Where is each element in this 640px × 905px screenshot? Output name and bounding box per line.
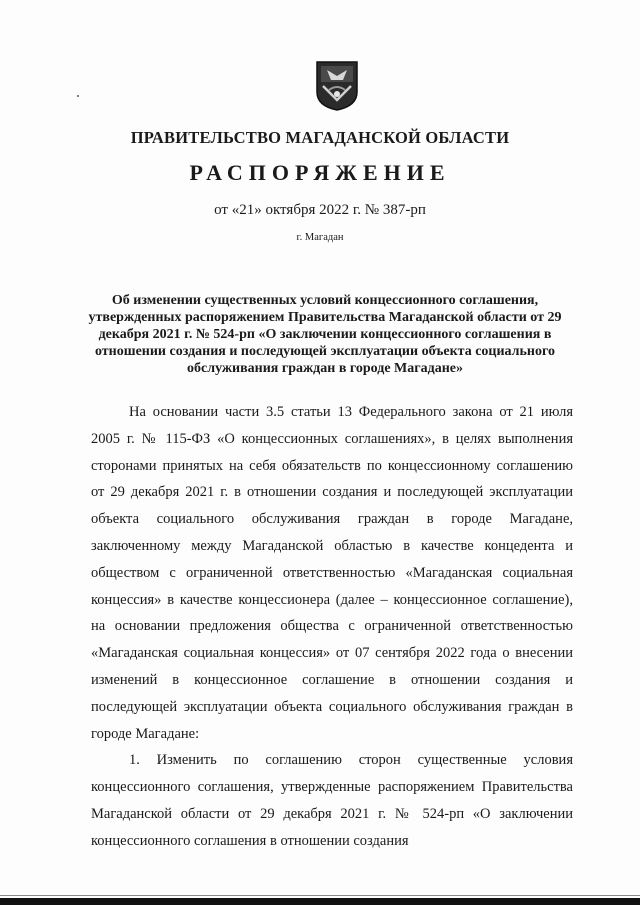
document-title: Об изменении существенных условий концессионного соглашения, утвержденных распоряжением Правительства Магаданской области от 29 декабря 2021 г. № 524-рп «О заключении концессионного соглашения в отношении создания и последующей эксплуатации объекта социального обслуживания граждан в городе Магадане» — [88, 293, 562, 376]
date-number-line: от «21» октября 2022 г. № 387-рп — [214, 202, 426, 218]
coat-of-arms-icon — [315, 60, 359, 112]
document-body — [91, 399, 573, 855]
scan-border-edge — [0, 898, 640, 905]
body-paragraph: На основании части 3.5 статьи 13 Федерального закона от 21 июля 2005 г. № 115-ФЗ «О концессионных соглашениях», в целях выполнения сторонами принятых на себя обязательств по концессионному соглашению от 29 декабря 2021 г. в отношении создания и последующей эксплуатации объекта социального обслуживания граждан в городе Магадане, заключенному между Магаданской областью в качестве концедента и обществом с ограниченной ответственностью «Магаданская социальная концессия» в качестве концессионера (далее – концессионное соглашение), на основании предложения общества с ограниченной ответственностью «Магаданская социальная концессия» от 07 сентября 2022 года о внесении изменений в концессионное соглашение в отношении создания и последующей эксплуатации объекта социального обслуживания граждан в городе Магадане: — [91, 404, 573, 742]
city-name: г. Магадан — [296, 232, 344, 243]
organization-name: ПРАВИТЕЛЬСТВО МАГАДАНСКОЙ ОБЛАСТИ — [130, 128, 510, 147]
body-paragraph: 1. Изменить по соглашению сторон существенные условия концессионного соглашения, утвержденные распоряжением Правительства Магаданской области от 29 декабря 2021 г. № 524-рп «О заключении концессионного соглашения в отношении создания — [91, 752, 573, 849]
scan-speck — [77, 95, 79, 97]
document-type: РАСПОРЯЖЕНИЕ — [189, 160, 451, 185]
scan-border-line — [0, 895, 640, 896]
